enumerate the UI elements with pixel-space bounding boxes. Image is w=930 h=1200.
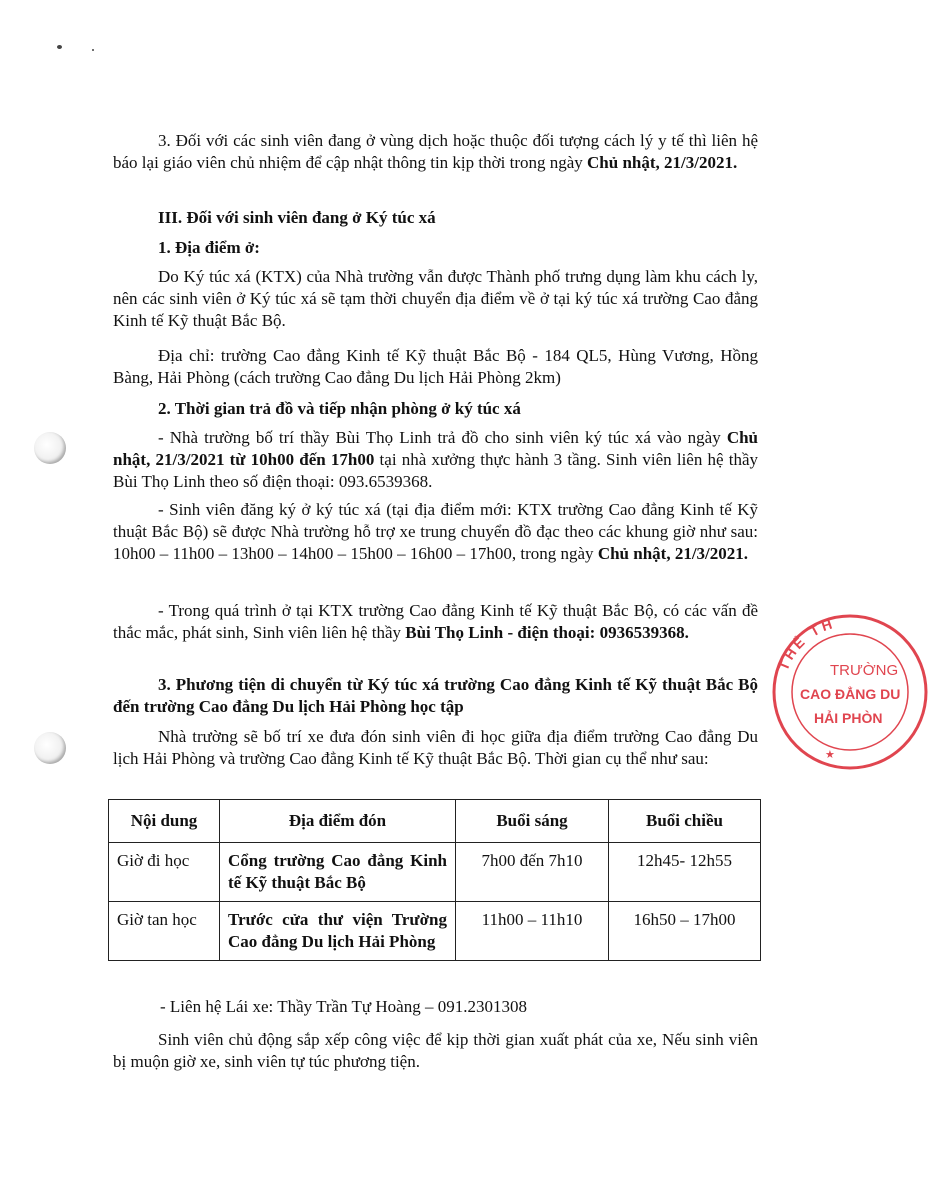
cell-morning: 11h00 – 11h10 (456, 902, 609, 961)
item3-date: Chủ nhật, 21/3/2021. (587, 153, 738, 172)
seal-line-3: HẢI PHÒN (814, 710, 883, 726)
return-items-paragraph (113, 427, 758, 493)
cell-place: Trước cửa thư viện Trường Cao đẳng Du lịch Hải Phòng (220, 902, 456, 961)
transport-paragraph: Nhà trường sẽ bố trí xe đưa đón sinh viên đi học giữa địa điểm trường Cao đẳng Du lịch Hải Phòng và trường Cao đẳng Kinh tế Kỹ thuật Bắc Bộ. Thời gian cụ thể như sau: (113, 727, 758, 768)
address-paragraph: Địa chỉ: trường Cao đẳng Kinh tế Kỹ thuật Bắc Bộ - 184 QL5, Hùng Vương, Hồng Bàng, Hải Phòng (cách trường Cao đẳng Du lịch Hải Phòng 2km) (113, 346, 758, 387)
punch-hole (34, 432, 66, 464)
closing-paragraph: Sinh viên chủ động sắp xếp công việc để kịp thời gian xuất phát của xe, Nếu sinh viên bị muộn giờ xe, sinh viên tự túc phương tiện. (113, 1030, 758, 1071)
shuttle-text: - Sinh viên đăng ký ở ký túc xá (tại địa điểm mới: KTX trường Cao đẳng Kinh tế Kỹ thuật Bắc Bộ) sẽ được Nhà trường hỗ trợ xe trung chuyển đồ đạc theo các khung giờ như sau: 10h00 – 11h00 – 13h00 – 14h00 – 15h00 – 16h00 – 17h00, trong ngày (113, 500, 758, 563)
seal-star-icon: ★ (825, 748, 835, 761)
header-afternoon: Buổi chiều (609, 800, 761, 843)
header-morning: Buổi sáng (456, 800, 609, 843)
return-items-date: Chủ nhật, 21/3/2021 từ 10h00 đến 17h00 (113, 428, 758, 469)
punch-hole (34, 732, 66, 764)
scan-speck (57, 45, 62, 49)
return-items-text-a: - Nhà trường bố trí thầy Bùi Thọ Linh trả đồ cho sinh viên ký túc xá vào ngày (158, 428, 727, 447)
cell-content: Giờ đi học (109, 843, 220, 902)
scan-speck (92, 49, 94, 51)
contact-paragraph (113, 600, 758, 644)
seal-line-2: CAO ĐẲNG DU (800, 686, 901, 702)
school-seal-stamp (770, 612, 930, 772)
subsection-3-heading: 3. Phương tiện di chuyển từ Ký túc xá trường Cao đẳng Kinh tế Kỹ thuật Bắc Bộ đến trường Cao đẳng Du lịch Hải Phòng học tập (113, 675, 758, 716)
table-row (109, 843, 761, 902)
header-place: Địa điểm đón (220, 800, 456, 843)
schedule-table (108, 799, 761, 961)
driver-contact: - Liên hệ Lái xe: Thầy Trần Tự Hoàng – 091.2301308 (160, 997, 527, 1016)
shuttle-paragraph (113, 499, 758, 565)
seal-line-1: TRƯỜNG (830, 662, 899, 679)
contact-name-phone: Bùi Thọ Linh - điện thoại: 0936539368. (405, 623, 689, 642)
header-content: Nội dung (109, 800, 220, 843)
cell-content: Giờ tan học (109, 902, 220, 961)
subsection-1-heading: 1. Địa điểm ở: (158, 238, 260, 257)
subsection-2-heading: 2. Thời gian trả đồ và tiếp nhận phòng ở ký túc xá (158, 399, 521, 418)
item3-paragraph (113, 130, 758, 174)
cell-place: Cổng trường Cao đẳng Kinh tế Kỹ thuật Bắc Bộ (220, 843, 456, 902)
seal-ring-text-path: THỂ TH (775, 614, 837, 673)
table-header-row (109, 800, 761, 843)
cell-afternoon: 12h45- 12h55 (609, 843, 761, 902)
table-row (109, 902, 761, 961)
cell-afternoon: 16h50 – 17h00 (609, 902, 761, 961)
return-items-text-b: tại nhà xưởng thực hành 3 tầng. Sinh viên liên hệ thầy Bùi Thọ Linh theo số điện thoại: 093.6539368. (113, 450, 758, 491)
seal-ring-text (775, 615, 837, 673)
section-iii-heading: III. Đối với sinh viên đang ở Ký túc xá (158, 208, 436, 227)
item3-text: 3. Đối với các sinh viên đang ở vùng dịch hoặc thuộc đối tượng cách lý y tế thì liên hệ báo lại giáo viên chủ nhiệm để cập nhật thông tin kịp thời trong ngày (113, 131, 758, 172)
location-paragraph: Do Ký túc xá (KTX) của Nhà trường vẫn được Thành phố trưng dụng làm khu cách ly, nên các sinh viên ở Ký túc xá sẽ tạm thời chuyển địa điểm về ở tại ký túc xá trường Cao đẳng Kinh tế Kỹ thuật Bắc Bộ. (113, 267, 758, 330)
shuttle-date: Chủ nhật, 21/3/2021. (597, 544, 749, 563)
cell-morning: 7h00 đến 7h10 (456, 843, 609, 902)
contact-text: - Trong quá trình ở tại KTX trường Cao đẳng Kinh tế Kỹ thuật Bắc Bộ, có các vấn đề thắc mắc, phát sinh, Sinh viên liên hệ thầy (113, 601, 758, 642)
